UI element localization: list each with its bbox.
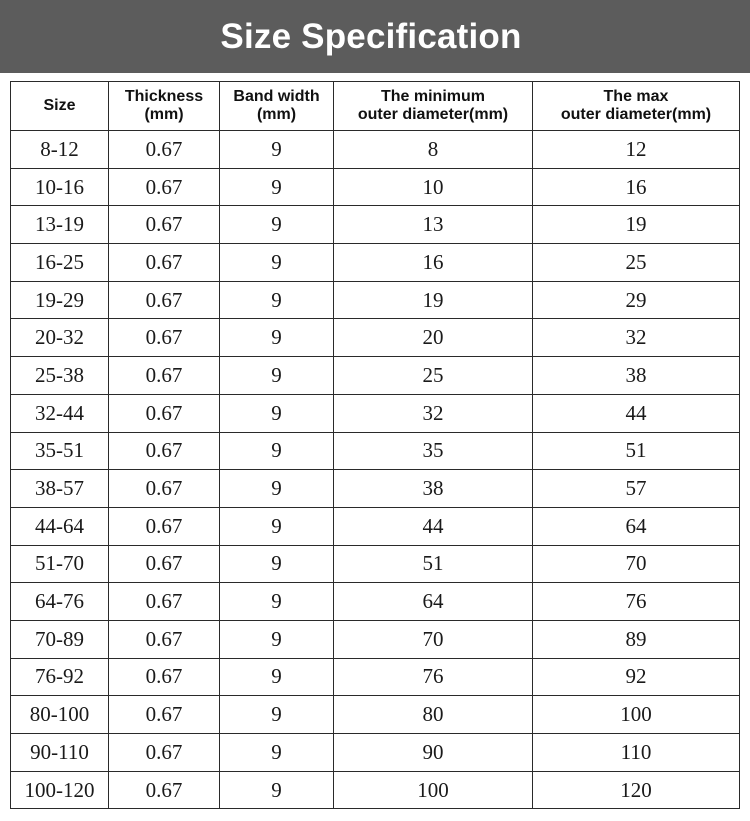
cell-band-width: 9	[220, 131, 334, 169]
cell-size: 20-32	[11, 319, 109, 357]
cell-size: 8-12	[11, 131, 109, 169]
cell-max-outer-diameter: 110	[533, 734, 740, 772]
cell-thickness: 0.67	[109, 545, 220, 583]
cell-thickness: 0.67	[109, 696, 220, 734]
cell-thickness: 0.67	[109, 281, 220, 319]
table-row	[11, 432, 740, 470]
table-row	[11, 696, 740, 734]
cell-size: 16-25	[11, 244, 109, 282]
table-body	[11, 131, 740, 809]
table-row	[11, 131, 740, 169]
header-line: The minimum	[380, 88, 485, 105]
cell-band-width: 9	[220, 281, 334, 319]
title-banner	[0, 0, 750, 73]
cell-thickness: 0.67	[109, 658, 220, 696]
cell-thickness: 0.67	[109, 771, 220, 809]
cell-band-width: 9	[220, 244, 334, 282]
cell-band-width: 9	[220, 734, 334, 772]
cell-size: 70-89	[11, 620, 109, 658]
cell-band-width: 9	[220, 432, 334, 470]
cell-thickness: 0.67	[109, 620, 220, 658]
table-row	[11, 281, 740, 319]
cell-band-width: 9	[220, 470, 334, 508]
table-row	[11, 168, 740, 206]
cell-thickness: 0.67	[109, 244, 220, 282]
cell-max-outer-diameter: 16	[533, 168, 740, 206]
size-spec-table	[10, 81, 740, 809]
cell-size: 44-64	[11, 507, 109, 545]
cell-size: 90-110	[11, 734, 109, 772]
table-row	[11, 470, 740, 508]
cell-band-width: 9	[220, 394, 334, 432]
cell-thickness: 0.67	[109, 131, 220, 169]
cell-band-width: 9	[220, 583, 334, 621]
cell-min-outer-diameter: 32	[334, 394, 533, 432]
cell-min-outer-diameter: 76	[334, 658, 533, 696]
header-max-outer-diameter	[533, 82, 740, 131]
cell-min-outer-diameter: 44	[334, 507, 533, 545]
cell-min-outer-diameter: 8	[334, 131, 533, 169]
cell-thickness: 0.67	[109, 734, 220, 772]
header-line: (mm)	[256, 106, 297, 123]
header-line: Size	[43, 97, 76, 114]
cell-min-outer-diameter: 64	[334, 583, 533, 621]
cell-min-outer-diameter: 51	[334, 545, 533, 583]
cell-max-outer-diameter: 64	[533, 507, 740, 545]
page-title: Size Specification	[220, 16, 522, 56]
cell-min-outer-diameter: 25	[334, 357, 533, 395]
cell-min-outer-diameter: 70	[334, 620, 533, 658]
cell-min-outer-diameter: 35	[334, 432, 533, 470]
cell-size: 38-57	[11, 470, 109, 508]
cell-max-outer-diameter: 120	[533, 771, 740, 809]
table-row	[11, 771, 740, 809]
cell-min-outer-diameter: 19	[334, 281, 533, 319]
cell-size: 19-29	[11, 281, 109, 319]
cell-min-outer-diameter: 38	[334, 470, 533, 508]
cell-min-outer-diameter: 80	[334, 696, 533, 734]
cell-max-outer-diameter: 38	[533, 357, 740, 395]
cell-min-outer-diameter: 10	[334, 168, 533, 206]
cell-thickness: 0.67	[109, 206, 220, 244]
header-line: Thickness	[124, 88, 204, 105]
cell-max-outer-diameter: 29	[533, 281, 740, 319]
cell-size: 25-38	[11, 357, 109, 395]
header-line: Band width	[233, 88, 320, 105]
table-row	[11, 507, 740, 545]
cell-max-outer-diameter: 70	[533, 545, 740, 583]
header-band-width	[220, 82, 334, 131]
cell-thickness: 0.67	[109, 583, 220, 621]
table-row	[11, 319, 740, 357]
cell-min-outer-diameter: 16	[334, 244, 533, 282]
cell-max-outer-diameter: 44	[533, 394, 740, 432]
table-row	[11, 620, 740, 658]
cell-max-outer-diameter: 32	[533, 319, 740, 357]
cell-band-width: 9	[220, 168, 334, 206]
table-row	[11, 394, 740, 432]
cell-max-outer-diameter: 100	[533, 696, 740, 734]
cell-band-width: 9	[220, 658, 334, 696]
cell-size: 80-100	[11, 696, 109, 734]
cell-band-width: 9	[220, 771, 334, 809]
cell-max-outer-diameter: 92	[533, 658, 740, 696]
cell-band-width: 9	[220, 507, 334, 545]
cell-size: 100-120	[11, 771, 109, 809]
cell-thickness: 0.67	[109, 507, 220, 545]
cell-band-width: 9	[220, 620, 334, 658]
cell-thickness: 0.67	[109, 470, 220, 508]
table-row	[11, 734, 740, 772]
cell-size: 13-19	[11, 206, 109, 244]
cell-size: 76-92	[11, 658, 109, 696]
table-row	[11, 357, 740, 395]
cell-thickness: 0.67	[109, 319, 220, 357]
cell-max-outer-diameter: 19	[533, 206, 740, 244]
cell-max-outer-diameter: 76	[533, 583, 740, 621]
header-line: (mm)	[144, 106, 184, 123]
header-thickness	[109, 82, 220, 131]
cell-size: 51-70	[11, 545, 109, 583]
cell-size: 64-76	[11, 583, 109, 621]
cell-min-outer-diameter: 90	[334, 734, 533, 772]
cell-band-width: 9	[220, 206, 334, 244]
cell-thickness: 0.67	[109, 394, 220, 432]
header-min-outer-diameter	[334, 82, 533, 131]
cell-band-width: 9	[220, 357, 334, 395]
header-line: outer diameter(mm)	[560, 106, 712, 123]
table-row	[11, 658, 740, 696]
header-line: The max	[603, 88, 669, 105]
cell-thickness: 0.67	[109, 357, 220, 395]
header-size	[11, 82, 109, 131]
table-row	[11, 244, 740, 282]
cell-band-width: 9	[220, 545, 334, 583]
cell-min-outer-diameter: 20	[334, 319, 533, 357]
table-header	[11, 82, 740, 131]
cell-size: 35-51	[11, 432, 109, 470]
cell-max-outer-diameter: 57	[533, 470, 740, 508]
header-line: outer diameter(mm)	[357, 106, 509, 123]
cell-thickness: 0.67	[109, 432, 220, 470]
cell-max-outer-diameter: 51	[533, 432, 740, 470]
cell-thickness: 0.67	[109, 168, 220, 206]
cell-max-outer-diameter: 89	[533, 620, 740, 658]
cell-band-width: 9	[220, 696, 334, 734]
cell-min-outer-diameter: 100	[334, 771, 533, 809]
table-row	[11, 545, 740, 583]
cell-max-outer-diameter: 12	[533, 131, 740, 169]
cell-min-outer-diameter: 13	[334, 206, 533, 244]
table-row	[11, 206, 740, 244]
cell-band-width: 9	[220, 319, 334, 357]
cell-max-outer-diameter: 25	[533, 244, 740, 282]
header-row	[11, 82, 740, 131]
cell-size: 10-16	[11, 168, 109, 206]
cell-size: 32-44	[11, 394, 109, 432]
table-row	[11, 583, 740, 621]
